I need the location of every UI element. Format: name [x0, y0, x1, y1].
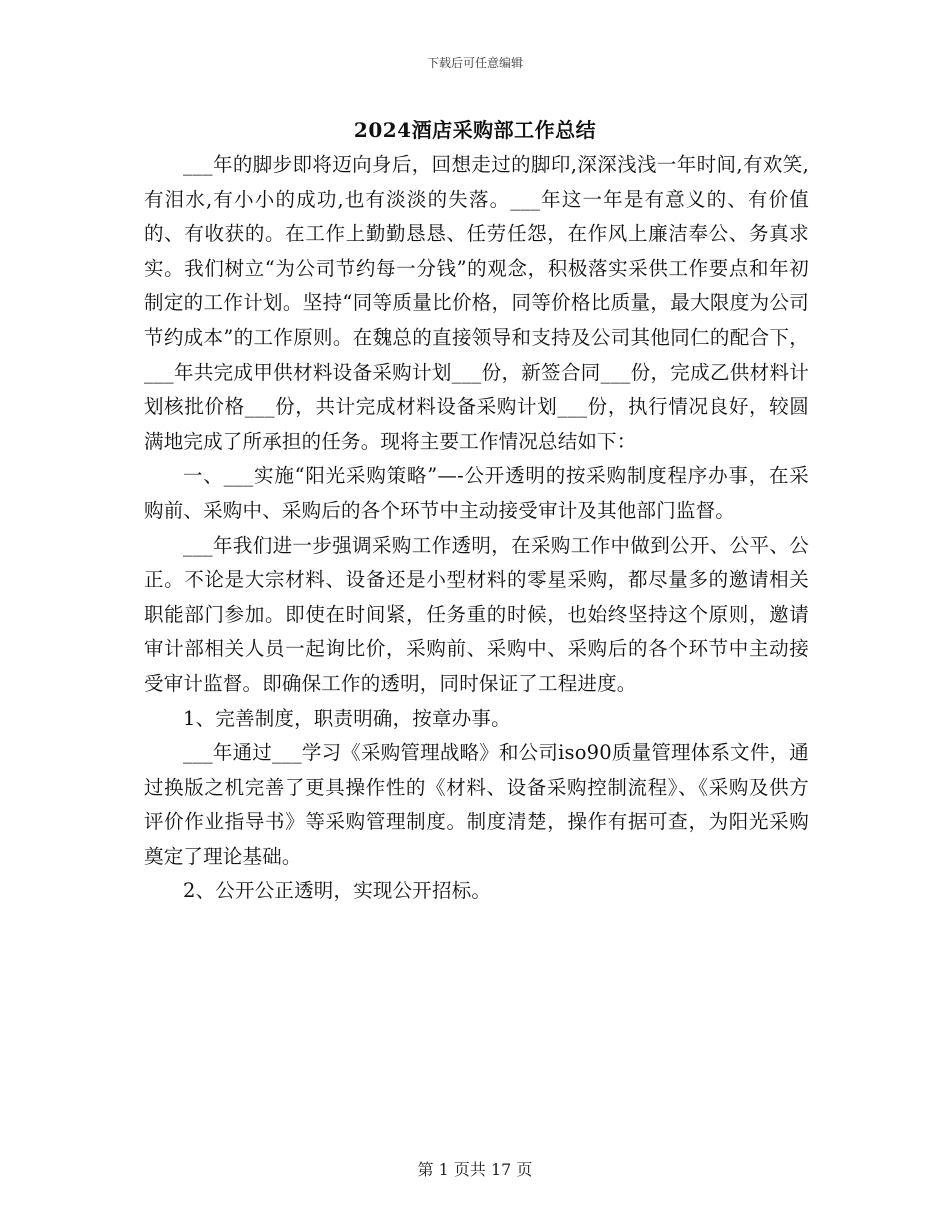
page-header: 下载后可任意编辑	[426, 56, 523, 70]
page-footer: 第 1 页共 17 页	[417, 1160, 533, 1179]
paragraph-item-1: 1、完善制度，职责明确，按章办事。	[183, 706, 511, 730]
paragraph-intro: ___年的脚步即将迈向身后，回想走过的脚印,深深浅浅一年时间,有欢笑,有泪水,有小小的成功,也有淡淡的失落。___年这一年是有意义的、有价值的、有收获的。在工作上勤勤恳恳、任劳任怨，在作风上廉洁奉公、务真求实。我们树立“为公司节约每一分钱”的观念，积极落实采供工作要点和年初制定的工作计划。坚持“同等质量比价格，同等价格比质量，最大限度为公司节约成本”的工作原则。在魏总的直接领导和支持及公司其他同仁的配合下，___年共完成甲供材料设备采购计划___份，新签合同___份，完成乙供材料计划核批价格___份，共计完成材料设备采购计划___份，执行情况良好，较圆满地完成了所承担的任务。现将主要工作情况总结如下：	[144, 153, 809, 453]
paragraph-section-1: 一、___实施“阳光采购策略”—-公开透明的按采购制度程序办事，在采购前、采购中、采购后的各个环节中主动接受审计及其他部门监督。	[144, 464, 809, 522]
document-title: 2024酒店采购部工作总结	[353, 118, 597, 142]
document-body	[144, 148, 809, 909]
paragraph-item-2: 2、公开公正透明，实现公开招标。	[183, 879, 492, 903]
paragraph-transparency: ___年我们进一步强调采购工作透明，在采购工作中做到公开、公平、公正。不论是大宗材料、设备还是小型材料的零星采购，都尽量多的邀请相关职能部门参加。即使在时间紧，任务重的时候，也始终坚持这个原则，邀请审计部相关人员一起询比价，采购前、采购中、采购后的各个环节中主动接受审计监督。即确保工作的透明，同时保证了工程进度。	[144, 533, 809, 695]
paragraph-system: ___年通过___学习《采购管理战略》和公司iso90质量管理体系文件，通过换版之机完善了更具操作性的《材料、设备采购控制流程》、《采购及供方评价作业指导书》等采购管理制度。制度清楚，操作有据可查，为阳光采购奠定了理论基础。	[144, 741, 809, 868]
